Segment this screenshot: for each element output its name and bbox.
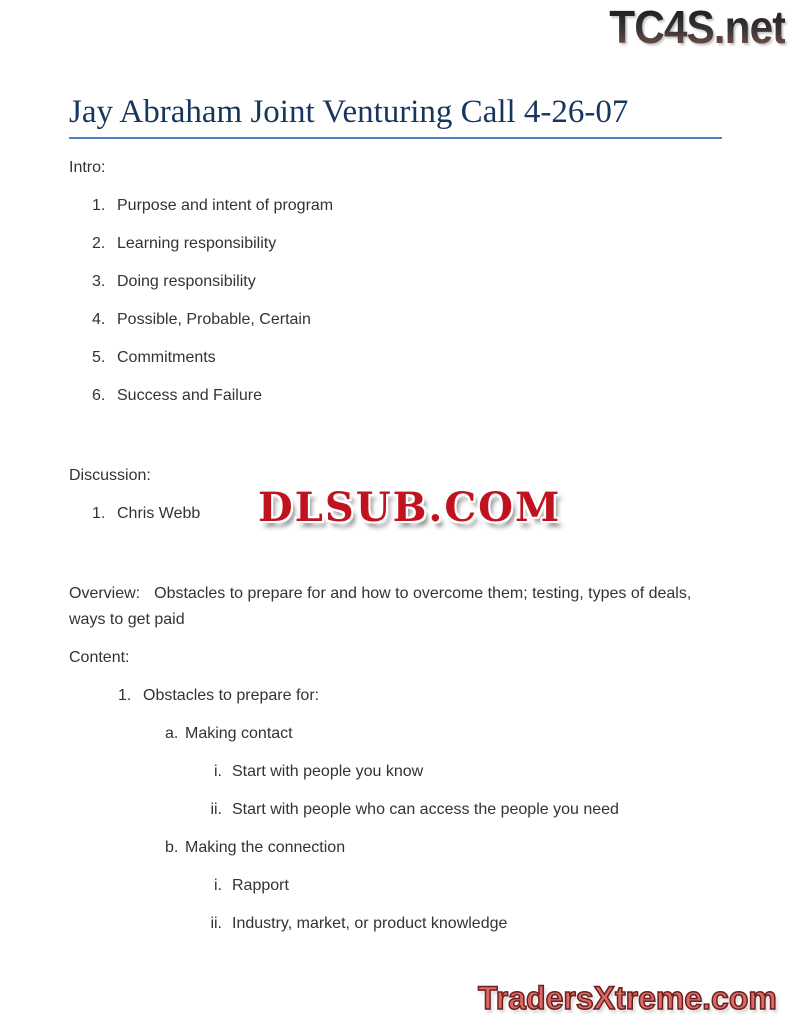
tradersxtreme-watermark-logo: TradersXtreme.com (478, 980, 777, 1016)
list-number: 3. (92, 273, 106, 290)
overview-paragraph (69, 581, 722, 633)
list-item (69, 873, 722, 899)
list-number: 5. (92, 349, 106, 366)
blank-line (69, 421, 722, 463)
list-text: Start with people you know (232, 763, 424, 780)
list-number: 6. (92, 387, 106, 404)
blank-line (69, 539, 722, 581)
list-number: 1. (118, 687, 132, 704)
list-item (69, 383, 722, 409)
list-text: Making the connection (185, 839, 346, 856)
list-number: ii. (210, 915, 222, 932)
list-item (69, 835, 722, 861)
list-item (69, 797, 722, 823)
tc4s-watermark-logo: TC4S.net (608, 1, 785, 53)
overview-label: Overview: (69, 585, 141, 602)
list-text: Rapport (232, 877, 289, 894)
list-number: 1. (92, 505, 106, 522)
list-item (69, 269, 722, 295)
list-number: a. (165, 725, 179, 742)
list-item (69, 345, 722, 371)
list-text: Learning responsibility (117, 235, 277, 252)
dlsub-watermark-logo: DLSUB.COM (258, 484, 562, 531)
list-text: Purpose and intent of program (117, 197, 334, 214)
list-item (69, 193, 722, 219)
list-item (69, 911, 722, 937)
list-text: Commitments (117, 349, 216, 366)
list-number: i. (214, 763, 222, 780)
content-heading: Content: (69, 649, 130, 666)
page-title: Jay Abraham Joint Venturing Call 4-26-07 (69, 91, 722, 139)
list-item (69, 721, 722, 747)
list-item (69, 307, 722, 333)
list-number: ii. (210, 801, 222, 818)
list-item (69, 759, 722, 785)
list-number: b. (165, 839, 179, 856)
list-text: Industry, market, or product knowledge (232, 915, 508, 932)
document-body (69, 0, 722, 949)
list-text: Chris Webb (117, 505, 201, 522)
intro-heading: Intro: (69, 159, 106, 176)
discussion-heading: Discussion: (69, 467, 151, 484)
list-text: Success and Failure (117, 387, 262, 404)
list-text: Start with people who can access the people you need (232, 801, 619, 818)
list-item (69, 231, 722, 257)
list-number: 1. (92, 197, 106, 214)
list-number: 4. (92, 311, 106, 328)
list-text: Making contact (185, 725, 293, 742)
list-number: i. (214, 877, 222, 894)
list-text: Obstacles to prepare for: (143, 687, 320, 704)
list-number: 2. (92, 235, 106, 252)
list-text: Doing responsibility (117, 273, 256, 290)
list-item (69, 683, 722, 709)
list-text: Possible, Probable, Certain (117, 311, 311, 328)
overview-text: Obstacles to prepare for and how to overcome them; testing, types of deals, ways to get paid (69, 585, 692, 628)
